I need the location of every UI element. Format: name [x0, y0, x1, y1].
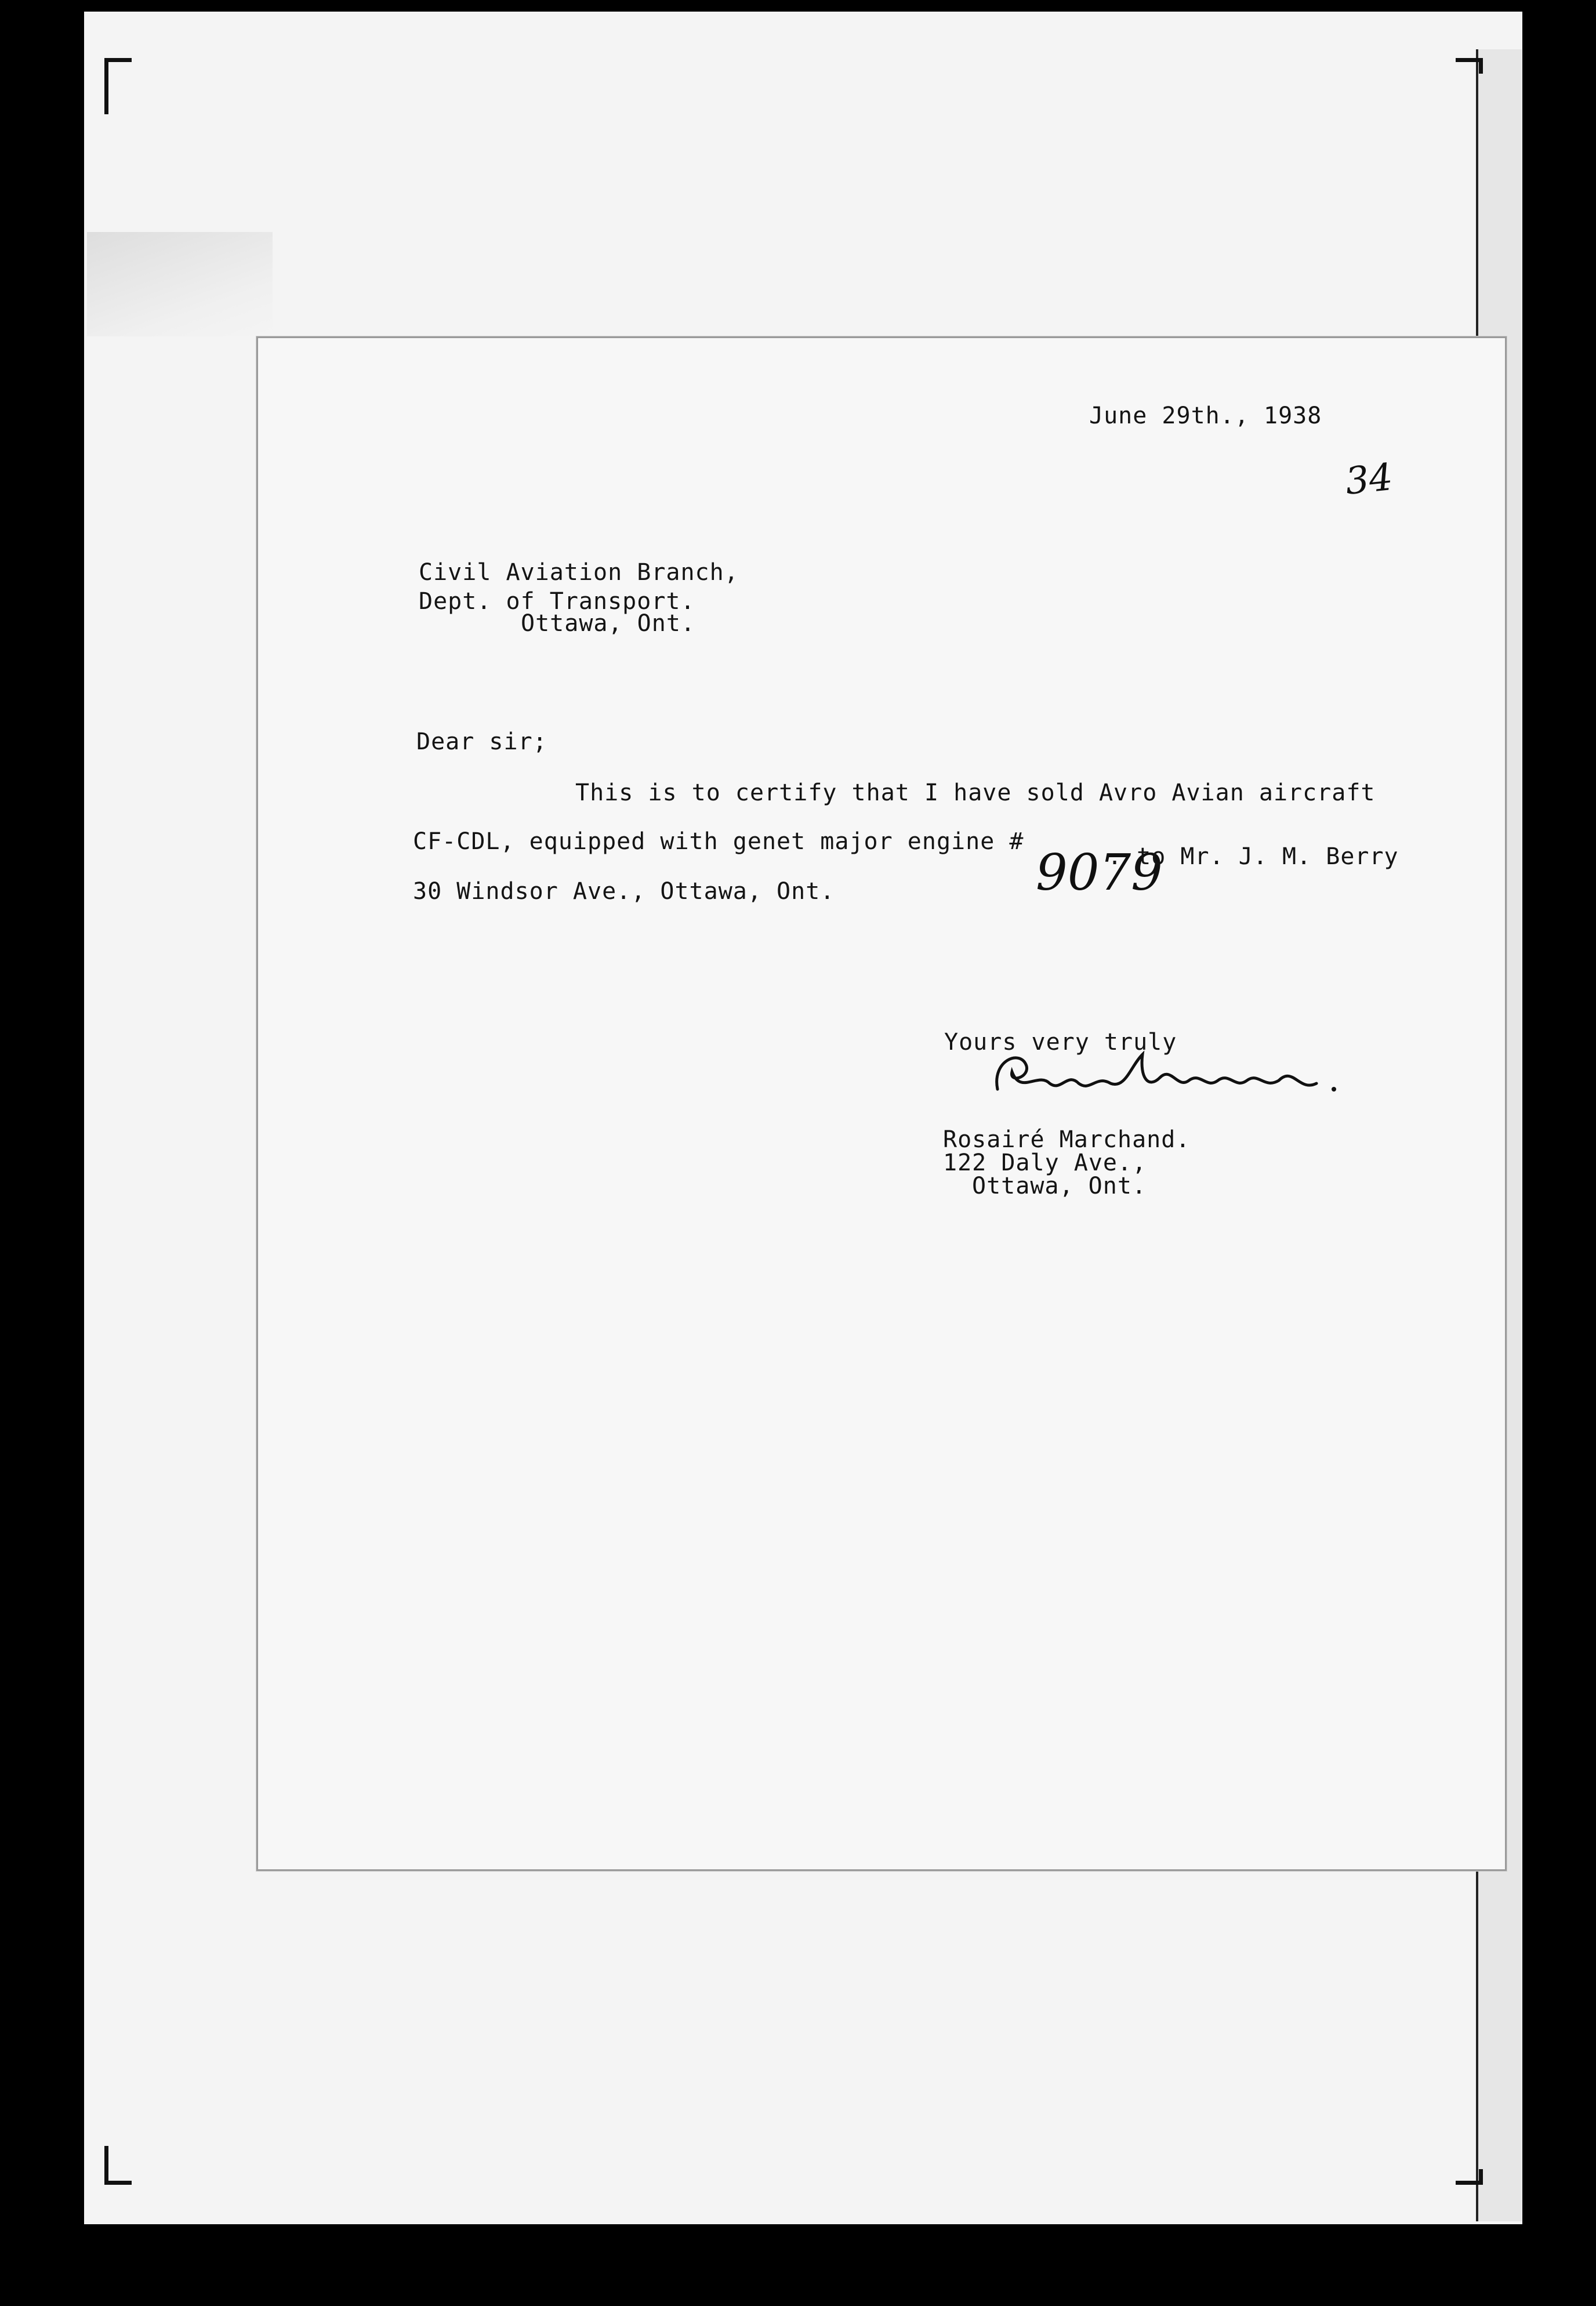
handwritten-page-number: 34 — [1343, 455, 1395, 504]
recipient-line-1: Civil Aviation Branch, — [419, 559, 739, 586]
sender-name: Rosairé Marchand. — [943, 1126, 1191, 1153]
sender-street: 122 Daly Ave., — [943, 1150, 1147, 1176]
handwritten-engine-number: 9079 — [1036, 844, 1163, 902]
body-line-3: 30 Windsor Ave., Ottawa, Ont. — [413, 878, 835, 905]
letter-date: June 29th., 1938 — [1089, 403, 1322, 429]
paper-fold-shadow — [87, 232, 273, 336]
crop-mark-bottom-left — [104, 2146, 132, 2185]
crop-mark-top-left — [104, 58, 132, 114]
crop-mark-bottom-right — [1456, 2169, 1483, 2185]
sender-city: Ottawa, Ont. — [972, 1173, 1147, 1199]
recipient-line-2: Dept. of Transport. — [419, 588, 695, 615]
handwritten-signature — [986, 1049, 1345, 1101]
body-line-2-prefix: CF-CDL, equipped with genet major engine # — [413, 828, 1024, 855]
closing: Yours very truly — [944, 1029, 1177, 1056]
body-line-1: This is to certify that I have sold Avro Avian aircraft — [575, 779, 1376, 806]
body-line-2-suffix: . to Mr. J. M. Berry — [1108, 843, 1399, 870]
salutation: Dear sir; — [416, 728, 547, 755]
recipient-line-3: Ottawa, Ont. — [521, 610, 695, 637]
crop-mark-top-right — [1456, 58, 1483, 74]
